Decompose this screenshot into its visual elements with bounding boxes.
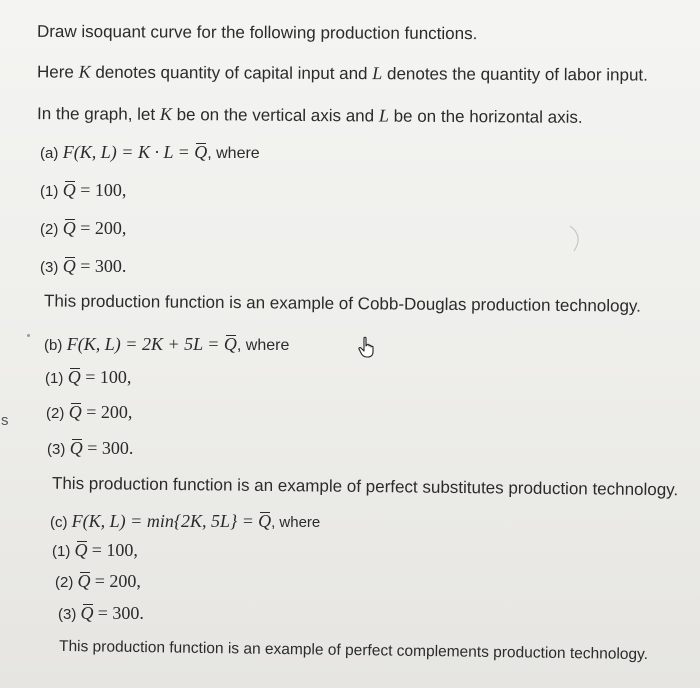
where-text: , where — [207, 145, 260, 162]
q-bar: Q — [62, 218, 76, 238]
case-label: (2) — [55, 574, 74, 591]
q-bar: Q — [62, 180, 76, 200]
q-bar: Q — [194, 142, 208, 162]
q-bar: Q — [223, 334, 237, 354]
q-bar: Q — [68, 402, 82, 422]
part-a-formula — [40, 142, 260, 164]
part-c-note: This production function is an example of perfect complements production technology. — [58, 637, 649, 664]
part-b-case-1 — [45, 367, 131, 389]
part-b-case-3 — [47, 438, 133, 460]
case-value: = 200, — [94, 571, 141, 591]
formula: F(K, L) = K · L = — [62, 142, 190, 162]
part-c-formula — [50, 511, 320, 533]
part-label: (b) — [44, 337, 63, 354]
part-a-case-2 — [40, 218, 126, 240]
definition-text-3: denotes the quantity of labor input. — [386, 64, 648, 85]
part-label: (a) — [40, 145, 59, 162]
margin-dot — [27, 334, 30, 337]
q-bar: Q — [62, 256, 76, 276]
var-k: K — [78, 61, 91, 82]
where-text: , where — [236, 337, 290, 354]
case-label: (1) — [45, 370, 64, 387]
formula: F(K, L) = min{2K, 5L} = — [71, 511, 254, 531]
case-label: (1) — [40, 183, 59, 200]
case-value: = 200, — [80, 218, 127, 238]
q-bar: Q — [74, 540, 88, 560]
axes-text-3: be on the horizontal axis. — [393, 106, 583, 127]
where-text: , where — [271, 514, 321, 531]
case-value: = 300. — [87, 438, 134, 458]
q-bar: Q — [258, 511, 272, 531]
case-value: = 100, — [80, 180, 127, 200]
margin-curve-mark — [566, 224, 588, 254]
case-label: (3) — [47, 441, 66, 458]
definition-text-2: denotes quantity of capital input and — [95, 62, 368, 84]
definition-line — [37, 61, 648, 85]
part-c-case-1 — [52, 540, 138, 562]
case-label: (2) — [46, 405, 65, 422]
margin-character: s — [1, 412, 9, 429]
part-b-note: This production function is an example of perfect substitutes production technology. — [51, 473, 679, 500]
part-c-case-2 — [55, 571, 141, 593]
axes-text-2: be on the vertical axis and — [176, 105, 375, 126]
var-l: L — [372, 63, 383, 84]
var-l: L — [378, 105, 389, 126]
q-bar: Q — [67, 367, 81, 387]
case-label: (3) — [40, 259, 59, 276]
q-bar: Q — [77, 571, 91, 591]
hand-pointer-icon — [358, 336, 376, 358]
part-a-note: This production function is an example of Cobb-Douglas production technology. — [43, 291, 642, 316]
case-value: = 200, — [86, 402, 133, 422]
var-k: K — [159, 103, 172, 125]
part-label: (c) — [50, 514, 68, 531]
case-label: (3) — [58, 606, 77, 623]
problem-title: Draw isoquant curve for the following production functions. — [36, 21, 478, 44]
formula: F(K, L) = 2K + 5L = — [66, 334, 220, 354]
case-value: = 100, — [91, 540, 138, 560]
part-b-case-2 — [46, 402, 132, 424]
axes-line — [37, 103, 583, 128]
part-a-case-3 — [40, 256, 126, 278]
axes-text-1: In the graph, let — [36, 104, 156, 124]
case-value: = 300. — [97, 603, 144, 623]
definition-text-1: Here — [36, 62, 74, 82]
part-c-case-3 — [58, 603, 144, 625]
q-bar: Q — [80, 603, 94, 623]
q-bar: Q — [69, 438, 83, 458]
case-value: = 100, — [85, 367, 132, 387]
case-value: = 300. — [80, 256, 127, 276]
case-label: (1) — [52, 543, 71, 560]
part-a-case-1 — [40, 180, 126, 202]
case-label: (2) — [40, 221, 59, 238]
part-b-formula — [44, 334, 289, 356]
